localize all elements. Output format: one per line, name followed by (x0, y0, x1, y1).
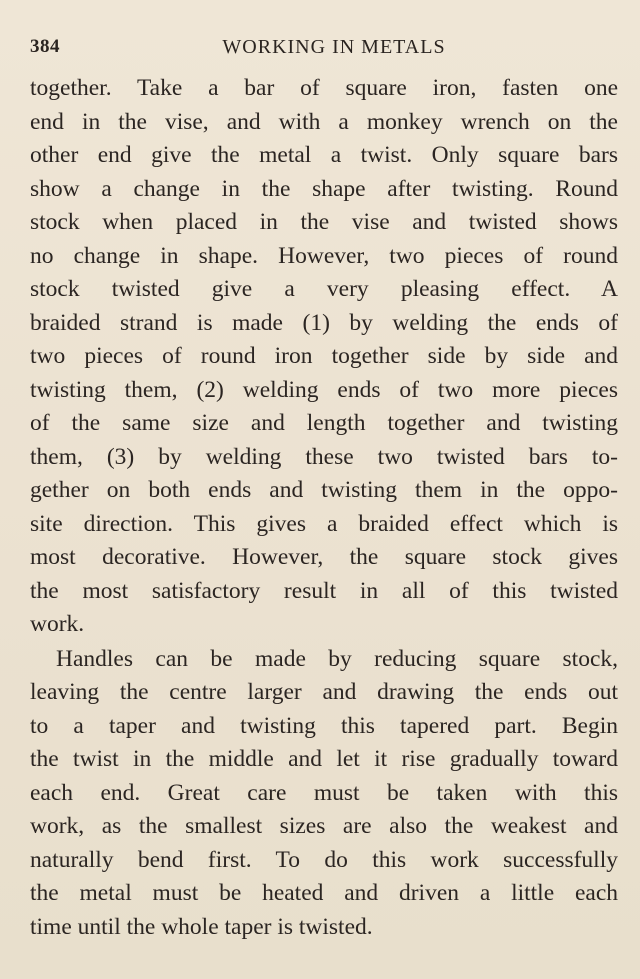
text-line: the twist in the middle and let it rise gradually toward (30, 746, 618, 772)
text-line: naturally bend first. To do this work successfully (30, 846, 618, 873)
text-line: most decorative. However, the square stock gives (30, 544, 618, 570)
paragraph-1 (30, 72, 618, 642)
text-line: stock twisted give a very pleasing effect. A (30, 276, 618, 302)
page-header (30, 36, 618, 66)
text-line: work. (30, 611, 85, 637)
text-line: gether on both ends and twisting them in the oppo- (30, 477, 618, 503)
text-line: end in the vise, and with a monkey wrench on the (30, 108, 618, 135)
text-line: them, (3) by welding these two twisted bars to- (30, 443, 618, 470)
text-line: leaving the centre larger and drawing the ends out (30, 679, 618, 705)
text-line: each end. Great care must be taken with this (30, 779, 618, 806)
page-number: 384 (30, 36, 60, 57)
text-line: to a taper and twisting this tapered part. Begin (30, 712, 618, 739)
running-head: WORKING IN METALS (222, 36, 446, 58)
text-line: together. Take a bar of square iron, fasten one (30, 75, 618, 101)
text-line: Handles can be made by reducing square stock, (56, 645, 618, 672)
body-text (30, 72, 618, 944)
text-line: stock when placed in the vise and twisted shows (30, 209, 618, 235)
text-line: no change in shape. However, two pieces of round (30, 242, 618, 269)
text-line: twisting them, (2) welding ends of two more pieces (30, 376, 618, 403)
text-line: other end give the metal a twist. Only square bars (30, 142, 618, 168)
text-line: time until the whole taper is twisted. (30, 913, 373, 940)
text-line: braided strand is made (1) by welding the ends of (30, 309, 618, 336)
paragraph-2 (30, 643, 618, 945)
text-line: of the same size and length together and twisting (30, 410, 618, 436)
text-line: the metal must be heated and driven a little each (30, 880, 618, 906)
text-line: site direction. This gives a braided effect which is (30, 510, 618, 537)
text-line: the most satisfactory result in all of this twisted (30, 577, 618, 604)
text-line: work, as the smallest sizes are also the weakest and (30, 813, 618, 839)
text-line: two pieces of round iron together side by side and (30, 343, 618, 369)
text-line: show a change in the shape after twisting. Round (30, 175, 618, 202)
